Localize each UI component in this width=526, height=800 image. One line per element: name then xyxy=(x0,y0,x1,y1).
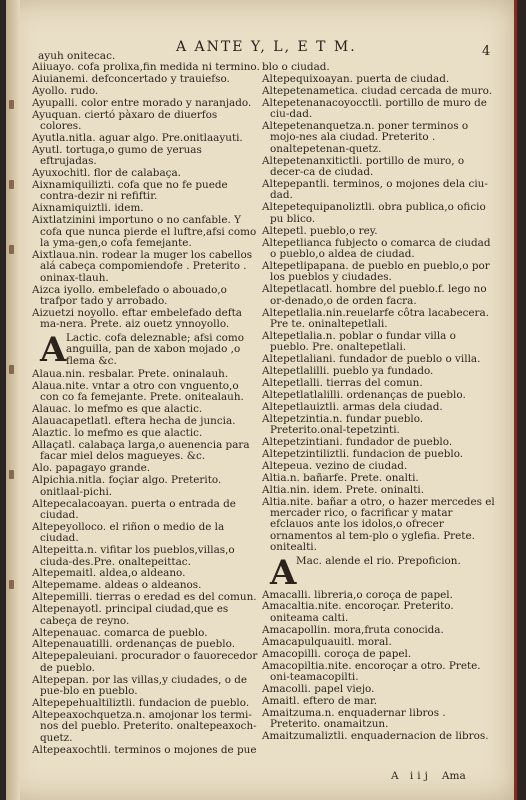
entry-text: Altepetenanacoyocctli. portillo de muro de ciu-dad. xyxy=(262,96,487,121)
entry-text: Alo. papagayo grande. xyxy=(32,462,151,475)
dictionary-entry xyxy=(32,639,260,650)
marginal-mark xyxy=(9,365,14,374)
catchword: Ama xyxy=(441,770,466,782)
entry-text: Altepeitta.n. vifitar los pueblos,villas,o ciuda-des.Pre. onaltepeittac. xyxy=(32,544,235,568)
left-column xyxy=(32,62,260,756)
dictionary-entry xyxy=(262,461,496,472)
dictionary-entry xyxy=(262,331,496,354)
dictionary-entry xyxy=(262,661,496,684)
dictionary-entry xyxy=(262,485,496,496)
marginal-mark xyxy=(9,580,14,589)
entry-text: Amaitzumaliztli. enquadernacion de libros. xyxy=(262,729,489,742)
entry-text: Amacopiltia.nite. encoroçar a otro. Prete. oni-teamacopilti. xyxy=(262,659,481,683)
dictionary-entry: Mac. alende el rio. Prepoficion. xyxy=(296,554,461,567)
entry-text: Amacalli. libreria,o coroça de papel. xyxy=(262,588,453,601)
entry-text: Altepetlauiztli. armas dela ciudad. xyxy=(262,400,443,413)
dictionary-entry xyxy=(32,203,260,214)
dictionary-entry xyxy=(262,731,496,742)
entry-text: Altepeaxochtli. terminos o mojones de pue xyxy=(32,743,257,756)
dictionary-entry xyxy=(32,250,260,284)
entry-text: Altepetlalilli. pueblo ya fundado. xyxy=(262,365,434,378)
running-head: A ANTE Y, L, E T M. xyxy=(176,39,357,55)
entry-text: Altepetenanxitictli. portillo de muro, o decer-ca de ciudad. xyxy=(262,154,465,179)
dictionary-entry xyxy=(32,86,260,97)
entry-text: Alauac. lo mefmo es que alactic. xyxy=(32,403,203,416)
dictionary-entry xyxy=(262,497,496,554)
dictionary-entry xyxy=(32,475,260,498)
entry-text: Aixtlaua.nin. rodear la muger los cabellos alá cabeça compomiendofe . Preterito . oninax-tlauh. xyxy=(32,249,253,284)
dictionary-entry xyxy=(262,637,496,648)
dictionary-entry xyxy=(32,168,260,179)
dictionary-entry xyxy=(262,121,496,155)
dictionary-entry xyxy=(32,592,260,603)
dictionary-entry xyxy=(32,308,260,331)
dictionary-entry xyxy=(32,381,260,404)
entry-text: Alaztic. lo mefmo es que alactic. xyxy=(32,427,203,440)
dictionary-entry xyxy=(32,440,260,463)
entry-text: Altia.nite. bañar a otro, o hazer mercedes el mercader rico, o facrificar y matar efclauos ante los idolos,o ofrecer ornamentos al tem-plo o yglefia. Prete. onitealti. xyxy=(262,495,495,554)
entry-text: Amacolli. papel viejo. xyxy=(262,682,375,695)
dictionary-entry xyxy=(32,463,260,474)
dictionary-entry xyxy=(262,414,496,437)
dictionary-entry xyxy=(262,696,496,707)
dictionary-entry xyxy=(262,284,496,307)
entry-text: Altepetzintiani. fundador de pueblo. xyxy=(262,436,453,448)
entry-text: Altia.n. bañarfe. Prete. onalti. xyxy=(262,471,419,484)
entry-text: Aiiuayo. cofa prolixa,fin medida ni termino. xyxy=(32,61,260,73)
dictionary-entry xyxy=(262,625,496,636)
dictionary-entry xyxy=(32,698,260,709)
entry-text: Aizuetzi noyollo. eftar embelefado defta ma-nera. Prete. aiz ouetz ynnoyollo. xyxy=(32,307,242,331)
entry-text: Altepetlatlalilli. ordenanças de pueblo. xyxy=(262,388,466,401)
entry-text: Aixnamiquilizti. cofa que no fe puede contra-dezir ni refiftir. xyxy=(32,179,228,203)
dictionary-entry xyxy=(32,62,260,73)
right-column xyxy=(262,62,496,743)
dictionary-entry xyxy=(262,708,496,731)
entry-text: Amaitzuma.n. enquadernar libros . Preterito. onamaitzun. xyxy=(262,706,446,731)
dictionary-entry xyxy=(262,354,496,365)
entry-text: Altia.nin. idem. Prete. oninalti. xyxy=(262,483,425,496)
entry-text: Altepeyolloco. el riñon o medio de la ciudad. xyxy=(32,520,225,545)
marginal-mark xyxy=(9,180,14,189)
entry-text: blo o ciudad. xyxy=(262,61,330,73)
continuation-line: ayuh onitecac. xyxy=(38,50,116,62)
dictionary-entry xyxy=(262,473,496,484)
dictionary-entry xyxy=(262,649,496,660)
entry-text: Altepenayotl. principal ciudad,que es cabeça de reyno. xyxy=(32,603,229,627)
entry-text: Altepetenanquetza.n. poner terminos o mojo-nes ala ciudad. Preterito . onaltepetenan-quetz. xyxy=(262,120,469,155)
entry-text: Altepetequipanoliztli. obra publica,o oficio pu blico. xyxy=(262,201,486,225)
dictionary-entry xyxy=(262,449,496,460)
dictionary-entry xyxy=(262,378,496,389)
dictionary-entry xyxy=(262,238,496,261)
dictionary-entry xyxy=(32,545,260,568)
entry-text: Aixnamiquiztli. idem. xyxy=(32,202,144,215)
entry-text: Amacapollin. mora,fruta conocida. xyxy=(262,623,444,636)
dictionary-entry xyxy=(32,180,260,203)
dictionary-entry xyxy=(262,684,496,695)
entry-text: Altepecalacoayan. puerta o entrada de ciudad. xyxy=(32,497,236,521)
entry-text: Altepepan. por las villas,y ciudades, o de pue-blo en pueblo. xyxy=(32,673,248,698)
entry-text: Ayupalli. color entre morado y naranjado. xyxy=(32,96,252,109)
dictionary-entry xyxy=(262,202,496,225)
entry-text: Amacopilli. coroça de papel. xyxy=(262,647,412,660)
dictionary-entry xyxy=(32,568,260,579)
dictionary-entry xyxy=(262,156,496,179)
dictionary-entry xyxy=(262,261,496,284)
marginal-mark xyxy=(9,100,14,109)
entry-text: Allaçatl. calabaça larga,o auenencia para facar miel delos magueyes. &c. xyxy=(32,439,250,463)
dictionary-entry xyxy=(262,74,496,85)
entry-text: Ayuxochitl. flor de calabaça. xyxy=(32,167,181,180)
entry-text: Altepequixoayan. puerta de ciudad. xyxy=(262,72,450,85)
entry-text: Amacapulquauitl. moral. xyxy=(262,635,392,648)
dictionary-entry xyxy=(32,580,260,591)
dictionary-entry xyxy=(32,145,260,168)
signature-line xyxy=(391,770,466,782)
dictionary-entry xyxy=(262,437,496,448)
entry-text: Amacaltia.nite. encoroçar. Preterito. oniteama calti. xyxy=(262,600,454,624)
dictionary-entry xyxy=(262,390,496,401)
entry-text: Altepeua. vezino de ciudad. xyxy=(262,459,408,472)
entry-text: Altepeaxochquetza.n. amojonar los termi-nos del pueblo. Preterito. onaltepeaxoch-quetz. xyxy=(32,708,257,744)
dictionary-entry xyxy=(262,62,496,73)
entry-text: Altepetlaliani. fundador de pueblo o villa. xyxy=(262,353,481,366)
entry-text: Alauacapetlatl. eftera hecha de juncia. xyxy=(32,415,236,428)
dictionary-entry xyxy=(32,522,260,545)
section-start xyxy=(270,552,496,593)
dictionary-entry xyxy=(32,110,260,133)
entry-text: Altepemaitl. aldea,o aldeano. xyxy=(32,567,186,580)
entry-text: Altepenauatilli. ordenanças de pueblo. xyxy=(32,638,235,651)
entry-text: Altepetlacatl. hombre del pueblo.f. lego no or-denado,o de orden facra. xyxy=(262,283,487,307)
dictionary-entry xyxy=(262,98,496,121)
section-initial-letter: A xyxy=(270,552,297,593)
section-initial-letter: A xyxy=(40,329,67,370)
entry-text: Ayutla.nitla. aguar algo. Pre.onitlaayuti. xyxy=(32,131,243,144)
entry-text: Aizca iyollo. embelefado o abouado,o trafpor tado y arrobado. xyxy=(32,283,227,308)
entry-text: Altepepehualtiliztli. fundacion de pueblo. xyxy=(32,696,250,709)
dictionary-entry xyxy=(32,98,260,109)
dictionary-entry xyxy=(32,428,260,439)
marginal-mark xyxy=(9,470,14,479)
entry-text: Altepetlipapana. de pueblo en pueblo,o por los pueblos y ciudades. xyxy=(262,259,490,284)
marginal-mark xyxy=(9,245,14,254)
entry-text: Altepepaleuiani. procurador o fauorecedor de pueblo. xyxy=(32,650,258,674)
page-edge-strip xyxy=(6,0,20,800)
dictionary-entry xyxy=(32,710,260,744)
entry-text: Alaua.nin. resbalar. Prete. oninalauh. xyxy=(32,368,229,381)
entry-text: Altepemame. aldeas o aldeanos. xyxy=(32,579,202,592)
entry-text: Ayollo. rudo. xyxy=(32,84,99,97)
dictionary-entry xyxy=(262,86,496,97)
dictionary-entry xyxy=(32,369,260,380)
dictionary-entry xyxy=(32,604,260,627)
section-start xyxy=(40,329,260,370)
entry-text: Altepetlalia.nin.reuelarfe côtra lacabecera. Pre te. oninaltepetlali. xyxy=(262,306,490,330)
entry-text: Alpichia.nitla. foçiar algo. Preterito. onitlaal-pichi. xyxy=(32,474,222,498)
dictionary-entry: Lactic. cofa deleznable; afsi como anguilla, pan de xabon mojado ,o flema &c. xyxy=(66,331,245,367)
entry-text: Aixtlatzinini importuno o no canfable. Y cofa que nunca pierde el luftre,afsi como la yma-gen,o cofa femejante. xyxy=(32,214,257,250)
dictionary-entry xyxy=(32,651,260,674)
entry-text: Altepetzintia.n. fundar pueblo. Preterito.onal-tepetzinti. xyxy=(262,412,424,437)
entry-text: Altepetlalli. tierras del comun. xyxy=(262,376,423,389)
dictionary-entry xyxy=(32,133,260,144)
entry-text: Ayutl. tortuga,o gumo de yeruas eftrujadas. xyxy=(32,143,202,168)
entry-text: Altepenauac. comarca de pueblo. xyxy=(32,626,208,639)
dictionary-entry xyxy=(32,404,260,415)
book-page xyxy=(6,0,517,800)
entry-text: Altepemilli. tierras o eredad es del comun. xyxy=(32,591,257,604)
dictionary-entry xyxy=(262,308,496,331)
dictionary-entry xyxy=(262,366,496,377)
page-number: 4 xyxy=(482,44,491,59)
dictionary-entry xyxy=(32,74,260,85)
dictionary-entry xyxy=(32,416,260,427)
entry-text: Altepepantli. terminos, o mojones dela ciu-dad. xyxy=(262,178,488,202)
entry-text: Altepetzintiliztli. fundacion de pueblo. xyxy=(262,447,464,460)
dictionary-entry xyxy=(32,499,260,522)
entry-text: Ayuquan. ciertó pàxaro de diuerfos colores. xyxy=(32,108,218,133)
dictionary-entry xyxy=(32,215,260,249)
dictionary-entry xyxy=(32,745,260,756)
entry-text: Altepetl. pueblo,o rey. xyxy=(262,224,378,237)
entry-text: Amaitl. eftero de mar. xyxy=(262,694,378,707)
dictionary-entry xyxy=(32,628,260,639)
entry-text: Altepetlianca fubjecto o comarca de ciudad o pueblo,o aldea de ciudad. xyxy=(262,236,491,260)
dictionary-entry xyxy=(262,601,496,624)
signature-mark: A iij xyxy=(391,770,432,782)
dictionary-entry xyxy=(262,179,496,202)
dictionary-entry xyxy=(32,675,260,698)
entry-text: Alaua.nite. vntar a otro con vnguento,o con co fa femejante. Prete. onitealauh. xyxy=(32,379,244,404)
dictionary-entry xyxy=(262,402,496,413)
dictionary-entry xyxy=(262,590,496,601)
entry-text: Aiuianemi. defconcertado y trauiefso. xyxy=(32,72,230,85)
dictionary-entry xyxy=(262,226,496,237)
entry-text: Altepetenametica. ciudad cercada de muro. xyxy=(262,84,493,97)
entry-text: Altepetlalia.n. poblar o fundar villa o pueblo. Pre. onaltepetlali. xyxy=(262,329,456,354)
dictionary-entry xyxy=(32,285,260,308)
